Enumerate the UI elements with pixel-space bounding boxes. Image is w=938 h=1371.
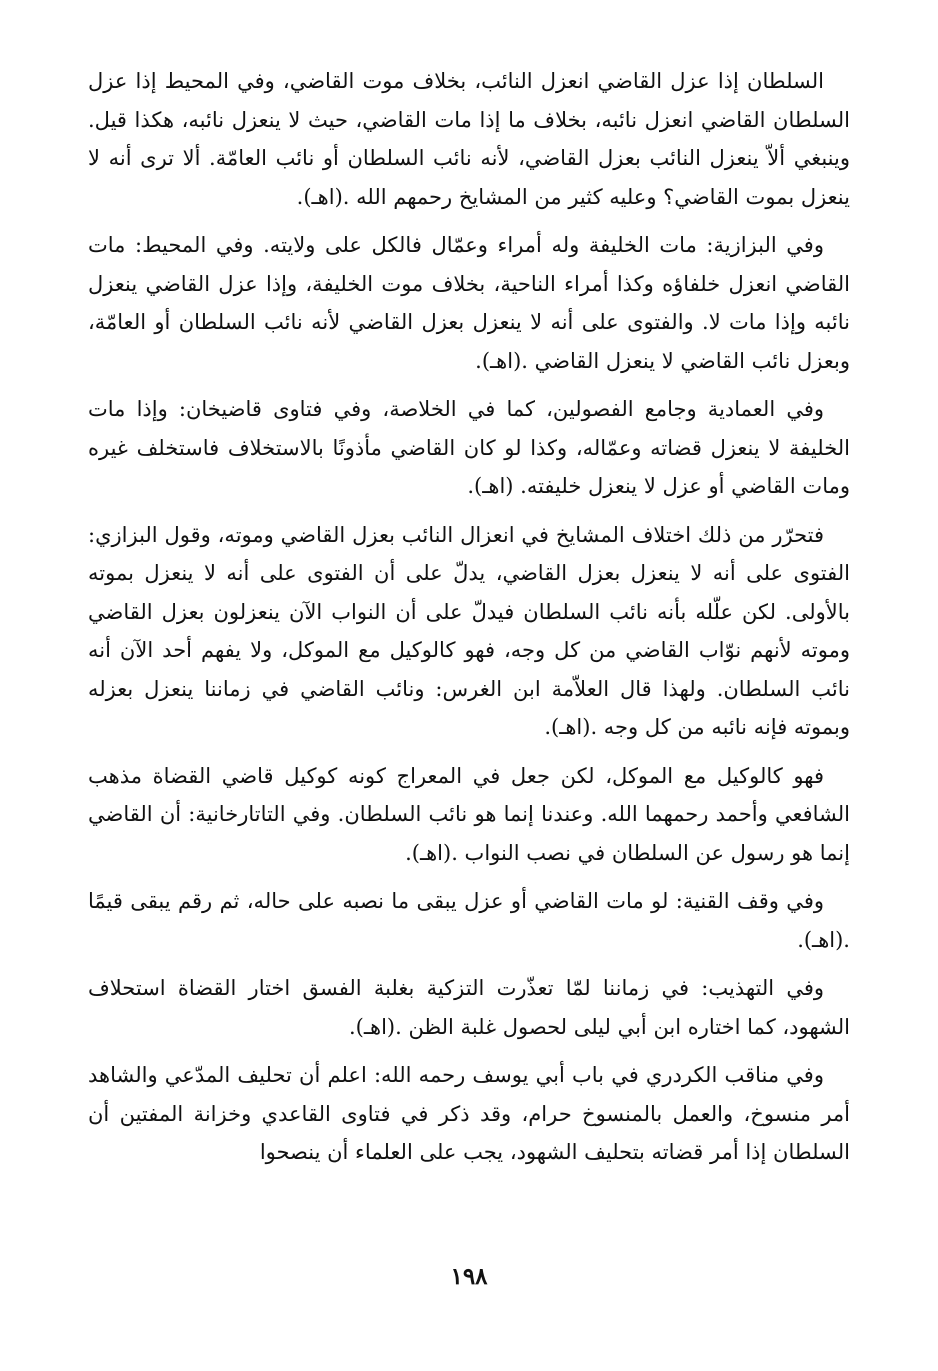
paragraph: وفي البزازية: مات الخليفة وله أمراء وعمّال فالكل على ولايته. وفي المحيط: مات القاضي انعزل خلفاؤه وكذا أمراء الناحية، بخلاف موت الخليفة، وإذا عزل القاضي ينعزل نائبه وإذا مات لا. والفتوى على أنه لا ينعزل بعزل القاضي لأنه نائب السلطان أو العامّة، وبعزل نائب القاضي لا ينعزل القاضي .(اهـ). (88, 233, 850, 373)
paragraph: السلطان إذا عزل القاضي انعزل النائب، بخلاف موت القاضي، وفي المحيط إذا عزل السلطان القاضي انعزل نائبه، بخلاف ما إذا مات القاضي، حيث لا ينعزل نائبه، هكذا قيل. وينبغي ألاّ ينعزل النائب بعزل القاضي، لأنه نائب السلطان أو نائب العامّة. ألا ترى أنه لا ينعزل بموت القاضي؟ وعليه كثير من المشايخ رحمهم الله .(اهـ). (88, 69, 850, 209)
paragraph: فهو كالوكيل مع الموكل، لكن جعل في المعراج كونه كوكيل قاضي القضاة مذهب الشافعي وأحمد رحمهما الله. وعندنا إنما هو نائب السلطان. وفي التاتارخانية: أن القاضي إنما هو رسول عن السلطان في نصب النواب .(اهـ). (88, 763, 850, 865)
paragraph: فتحرّر من ذلك اختلاف المشايخ في انعزال النائب بعزل القاضي وموته، وقول البزازي: الفتوى على أنه لا ينعزل بعزل القاضي، يدلّ على أن الفتوى على أنه لا ينعزل بموته بالأولى. لكن علّله بأنه نائب السلطان فيدلّ على أن النواب الآن ينعزلون بعزل القاضي وموته لأنهم نوّاب القاضي من كل وجه، فهو كالوكيل مع الموكل، ولا يفهم أحد الآن أنه نائب السلطان. ولهذا قال العلاّمة ابن الغرس: ونائب القاضي في زماننا ينعزل بعزله وبموته فإنه نائبه من كل وجه .(اهـ). (88, 522, 850, 739)
paragraph: وفي التهذيب: في زماننا لمّا تعذّرت التزكية بغلبة الفسق اختار القضاة استحلاف الشهود، كما اختاره ابن أبي ليلى لحصول غلبة الظن .(اهـ). (88, 976, 850, 1039)
page-body (88, 62, 850, 1182)
paragraph: وفي مناقب الكردري في باب أبي يوسف رحمه الله: اعلم أن تحليف المدّعي والشاهد أمر منسوخ، والعمل بالمنسوخ حرام، وقد ذكر في فتاوى القاعدي وخزانة المفتين أن السلطان إذا أمر قضاته بتحليف الشهود، يجب على العلماء أن ينصحوا (88, 1063, 850, 1164)
paragraph: وفي وقف القنية: لو مات القاضي أو عزل يبقى ما نصبه على حاله، ثم رقم يبقى قيمًا .(اهـ). (88, 889, 850, 952)
page-number: ١٩٨ (450, 1263, 488, 1290)
paragraph: وفي العمادية وجامع الفصولين، كما في الخلاصة، وفي فتاوى قاضيخان: وإذا مات الخليفة لا ينعزل قضاته وعمّاله، وكذا لو كان القاضي مأذونًا بالاستخلاف فاستخلف غيره ومات القاضي أو عزل لا ينعزل خليفته. (اهـ). (88, 397, 850, 498)
